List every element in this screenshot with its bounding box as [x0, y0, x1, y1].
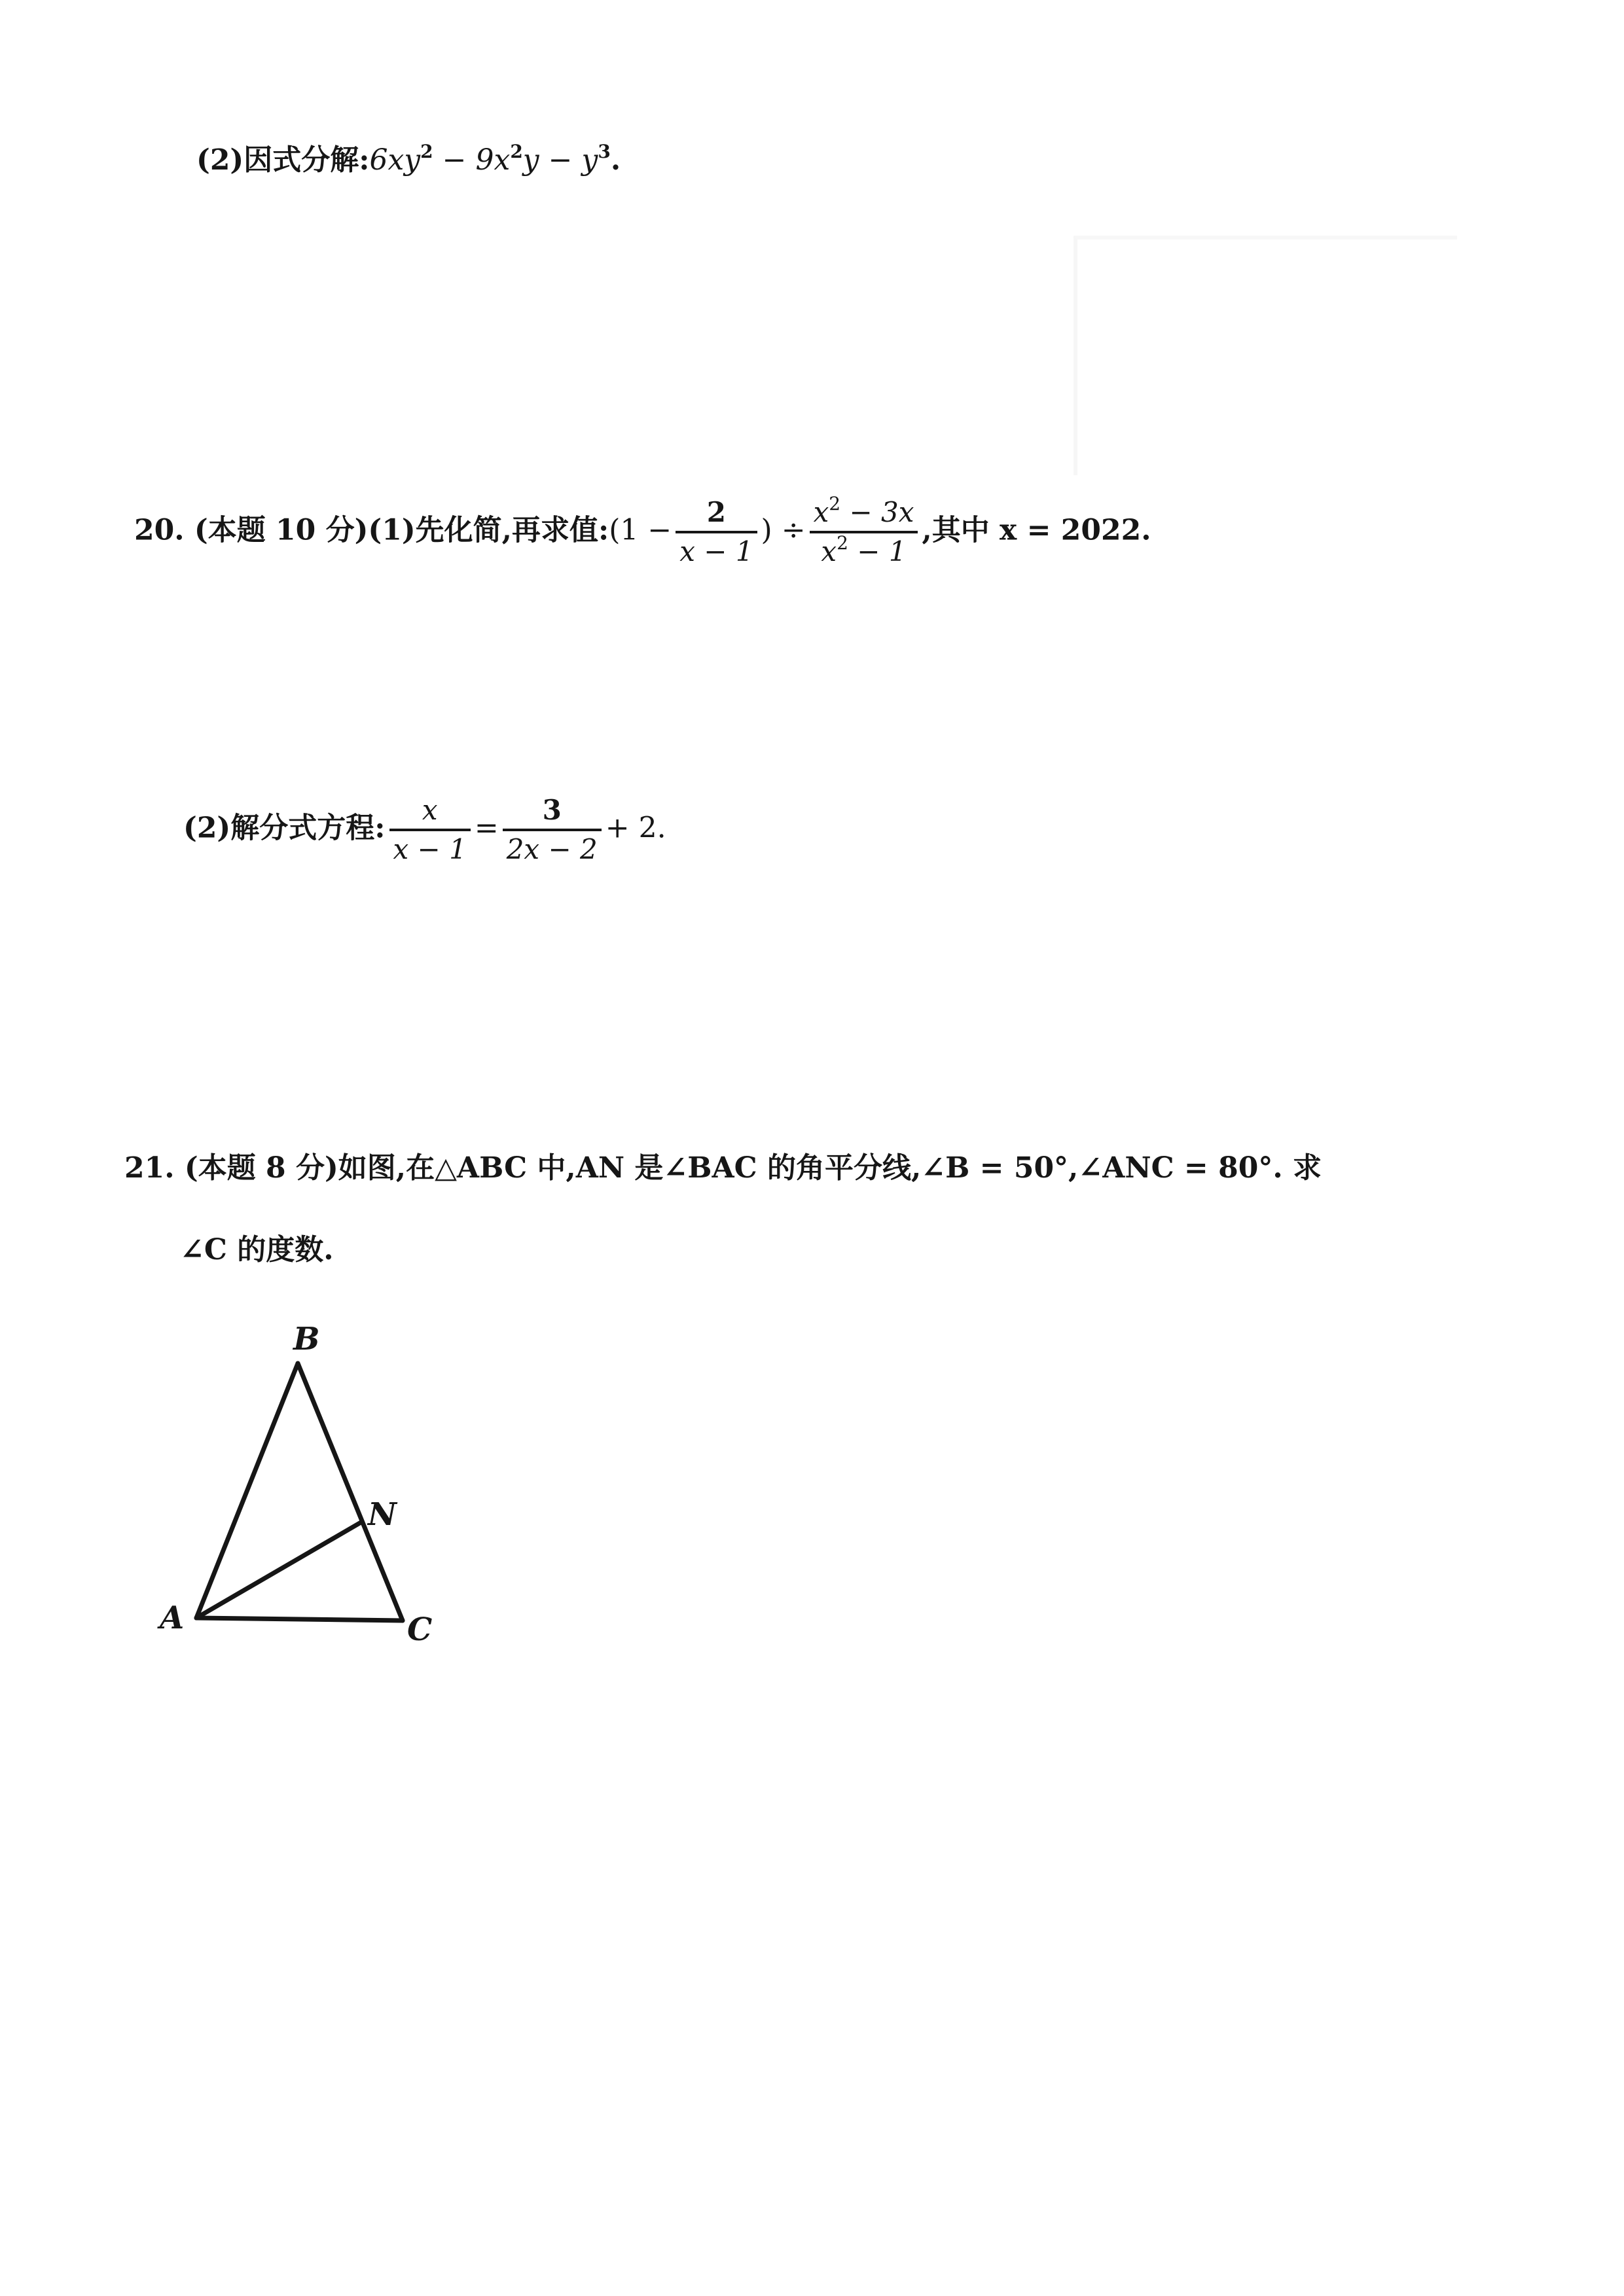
q20-tail: ,其中 x = 2022. — [922, 513, 1151, 547]
q19-expr-a: 6xy — [369, 143, 421, 177]
q20-part2-label: (2)解分式方程: — [183, 811, 386, 845]
q20-fraction-2 — [810, 494, 918, 570]
q20-part1-label: (1)先化简,再求值: — [368, 513, 609, 547]
q20-p2-fraction-1 — [389, 792, 471, 868]
q20-p2-f1-denominator: x − 1 — [393, 833, 467, 865]
q20-f2-num-a: x — [813, 496, 829, 528]
q21-line2 — [180, 1230, 334, 1270]
bisector-an — [196, 1522, 362, 1618]
q19-exp-2b: 2 — [510, 141, 523, 162]
q20-f2-num-b: − 3x — [840, 496, 914, 528]
q21-line1 — [124, 1149, 1322, 1188]
label-c: C — [407, 1611, 433, 1648]
q20-open: (1 − — [609, 513, 672, 547]
q19-exp-3: 3 — [598, 141, 611, 162]
q20-f2-den-exp: 2 — [837, 532, 848, 554]
label-n: N — [368, 1496, 397, 1533]
label-a: A — [160, 1600, 185, 1636]
q20-close-divide: ) ÷ — [761, 513, 806, 547]
q19-expr-end: . — [610, 143, 621, 177]
q20-p2-f2-numerator: 3 — [503, 792, 602, 831]
q20-points: (本题 10 分) — [194, 513, 369, 547]
q20-fraction-1 — [676, 494, 757, 570]
side-ac — [196, 1618, 403, 1621]
side-ab — [196, 1363, 298, 1618]
label-b: B — [293, 1321, 320, 1357]
q19-part2 — [196, 141, 621, 180]
q20-f2-num-exp: 2 — [829, 493, 841, 514]
q20-part2 — [183, 792, 666, 868]
q19-exp-2a: 2 — [420, 141, 433, 162]
q20-part1 — [134, 494, 1151, 570]
q21-text-line1: 如图,在△ABC 中,AN 是∠BAC 的角平分线,∠B = 50°,∠ANC = 80°. 求 — [338, 1151, 1322, 1185]
q19-part2-label: (2)因式分解: — [196, 143, 370, 177]
scan-artifact — [1074, 236, 1457, 475]
q19-expr-c: y − y — [522, 143, 598, 177]
q21-number: 21. — [124, 1151, 175, 1185]
q20-p2-fraction-2 — [503, 792, 602, 868]
q21-points: (本题 8 分) — [184, 1151, 338, 1185]
q21-text-line2: ∠C 的度数. — [180, 1233, 334, 1266]
q20-f1-denominator: x − 1 — [679, 535, 753, 567]
q20-f1-numerator: 2 — [676, 494, 757, 533]
triangle-figure — [151, 1309, 465, 1662]
q20-f2-den-a: x — [821, 535, 837, 567]
q20-f2-numerator — [810, 494, 918, 533]
q20-p2-equals: = — [474, 811, 499, 845]
q19-expr-b: − 9x — [433, 143, 511, 177]
q20-p2-tail: + 2. — [605, 811, 666, 845]
q20-p2-f2-denominator: 2x − 2 — [506, 833, 598, 865]
q20-p2-f1-numerator: x — [389, 792, 471, 831]
q20-number: 20. — [134, 513, 185, 547]
q20-f2-denominator — [810, 533, 918, 570]
side-bc — [298, 1363, 403, 1621]
q20-f2-den-b: − 1 — [848, 535, 907, 567]
triangle-svg — [151, 1309, 465, 1662]
